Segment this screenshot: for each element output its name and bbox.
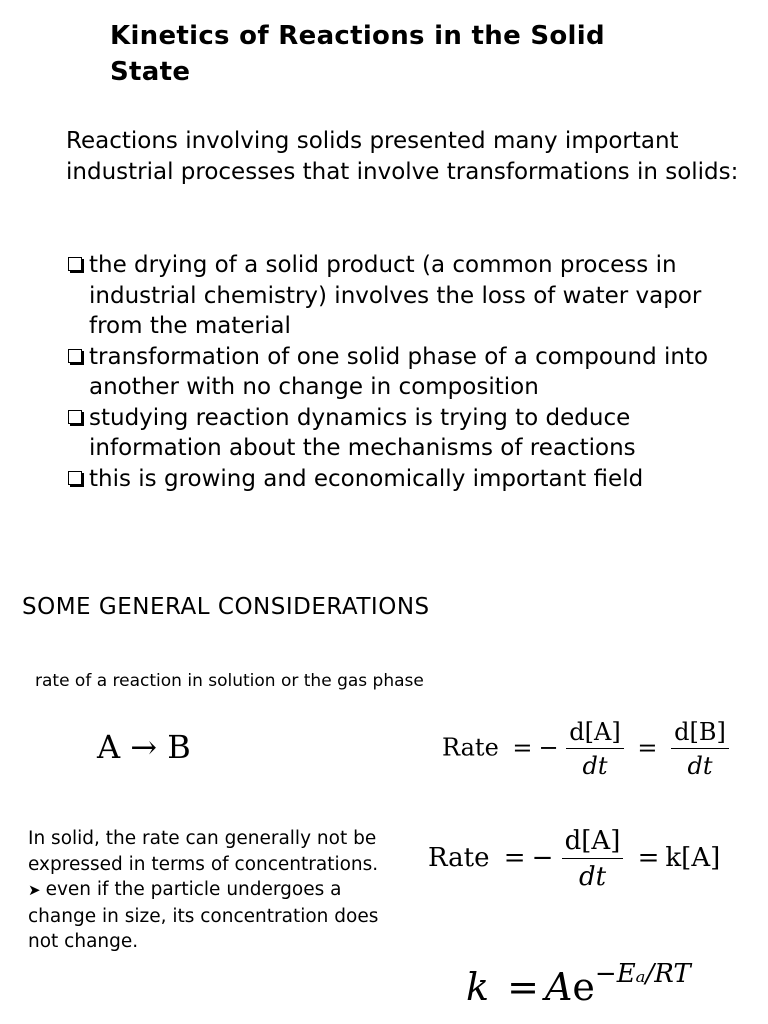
- solid-note: In solid, the rate can generally not be expressed in terms of concentrations. ➤ even if the particle undergoes a change in size, its concentration does not change.: [28, 828, 379, 952]
- rate-equation-solid: Rate = − $\frac{d[A]}{dt}$ = k[A]: [428, 826, 721, 892]
- fraction-dA-dt: $\frac{d[A]}{dt}$: [566, 718, 623, 780]
- list-item: transformation of one solid phase of a compound into another with no change in composition: [66, 342, 756, 403]
- bullet-list: [66, 250, 756, 494]
- list-item: studying reaction dynamics is trying to deduce information about the mechanisms of reactions: [66, 403, 756, 464]
- rate-equation-gas: Rate = − $\frac{d[A]}{dt}$ = $\frac{d[B]}{dt}$: [442, 718, 729, 780]
- checkbox-bullet-icon: [68, 257, 82, 271]
- intro-paragraph: Reactions involving solids presented many important industrial processes that involve transformations in solids:: [66, 128, 739, 185]
- arrow-bullet-icon: ➤: [28, 881, 41, 899]
- page-title: Kinetics of Reactions in the Solid State: [110, 21, 605, 87]
- fraction-dA-dt: $\frac{d[A]}{dt}$: [562, 826, 624, 892]
- fraction-dB-dt: $\frac{d[B]}{dt}$: [671, 718, 729, 780]
- reaction-equation: A → B: [97, 728, 191, 766]
- rate-note: rate of a reaction in solution or the gas phase: [35, 671, 424, 691]
- list-item: this is growing and economically important field: [66, 464, 756, 495]
- list-item: the drying of a solid product (a common process in industrial chemistry) involves the loss of water vapor from the material: [66, 250, 756, 342]
- checkbox-bullet-icon: [68, 471, 82, 485]
- checkbox-bullet-icon: [68, 410, 82, 424]
- section-heading: SOME GENERAL CONSIDERATIONS: [22, 594, 430, 620]
- checkbox-bullet-icon: [68, 349, 82, 363]
- arrhenius-equation: $k = Ae^{-E_a/RT}$: [466, 959, 691, 1009]
